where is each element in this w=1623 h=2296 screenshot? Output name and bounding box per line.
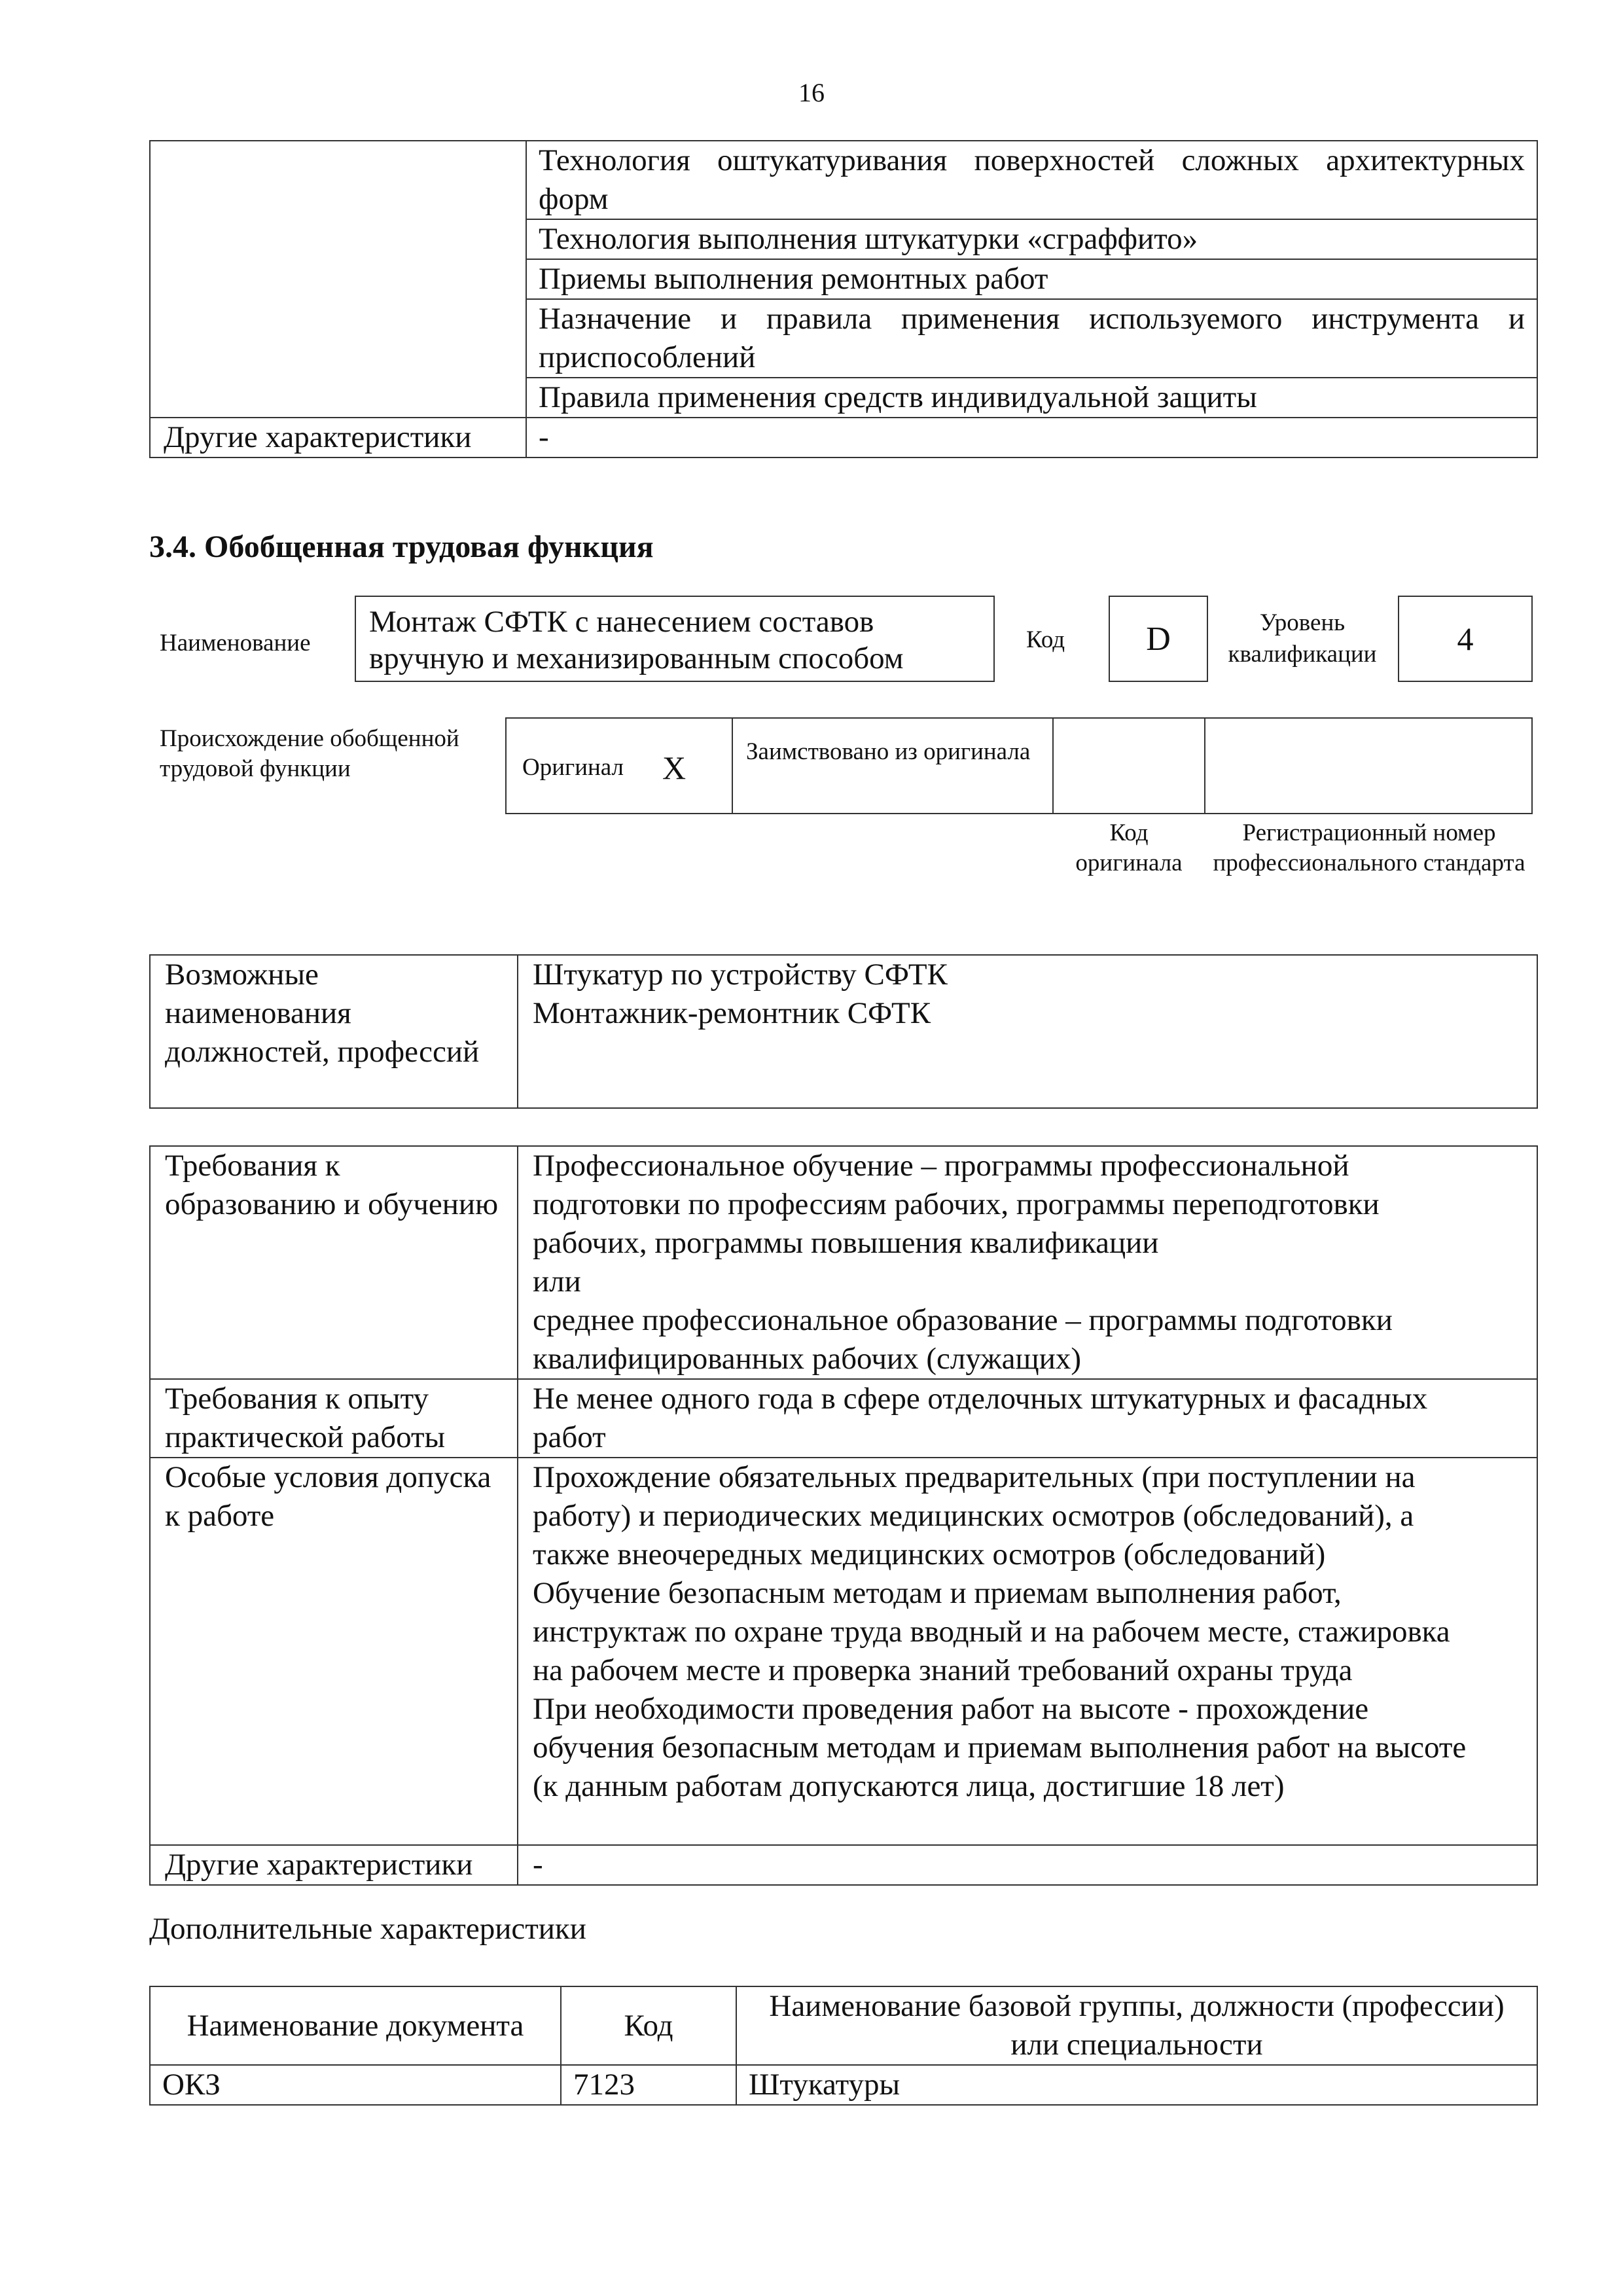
code-box: D <box>1109 596 1208 682</box>
requirement-value <box>518 1458 1537 1845</box>
requirement-label: Требования к образованию и обучению <box>150 1146 518 1379</box>
original-code-cell <box>1052 717 1205 814</box>
requirement-line: или <box>533 1265 581 1299</box>
extra-cell: ОКЗ <box>150 2065 561 2105</box>
extra-header: Код <box>561 1986 736 2065</box>
knowledge-row: Технология выполнения штукатурки «сграффито» <box>526 219 1537 259</box>
positions-label: Возможные наименования должностей, профессий <box>150 955 518 1108</box>
other-characteristics-label: Другие характеристики <box>150 418 526 457</box>
requirement-line: Обучение безопасным методам и приемам выполнения работ, <box>533 1576 1342 1610</box>
requirement-line: работ <box>533 1420 606 1454</box>
requirement-value <box>518 1146 1537 1379</box>
requirement-line: Не менее одного года в сфере отделочных штукатурных и фасадных <box>533 1382 1428 1416</box>
section-heading: 3.4. Обобщенная трудовая функция <box>149 529 654 564</box>
requirement-line: подготовки по профессиям рабочих, программы переподготовки <box>533 1187 1380 1221</box>
page-number: 16 <box>798 78 825 107</box>
original-cell <box>505 717 733 814</box>
level-label: Уровень квалификации <box>1228 609 1377 668</box>
code-label: Код <box>1026 626 1065 653</box>
position-item: Монтажник-ремонтник СФТК <box>533 996 931 1030</box>
knowledge-table <box>149 140 1538 458</box>
original-code-caption: Код оригинала <box>1075 819 1183 876</box>
requirement-line: также внеочередных медицинских осмотров (обследований) <box>533 1537 1326 1571</box>
knowledge-row: Правила применения средств индивидуальной защиты <box>526 378 1537 418</box>
extra-header: Наименование документа <box>150 1986 561 2065</box>
borrowed-cell <box>732 717 1054 814</box>
original-label: Оригинал <box>522 754 624 781</box>
extra-characteristics-title: Дополнительные характеристики <box>149 1912 586 1946</box>
requirement-label: Другие характеристики <box>150 1845 518 1885</box>
level-box: 4 <box>1398 596 1533 682</box>
registration-number-cell <box>1204 717 1533 814</box>
requirement-label: Особые условия допуска к работе <box>150 1458 518 1845</box>
requirement-line: работу) и периодических медицинских осмотров (обследований), а <box>533 1499 1414 1533</box>
name-label: Наименование <box>160 630 311 656</box>
requirement-line: квалифицированных рабочих (служащих) <box>533 1342 1082 1376</box>
positions-table <box>149 954 1538 1109</box>
requirement-line: рабочих, программы повышения квалификации <box>533 1226 1159 1260</box>
requirement-label: Требования к опыту практической работы <box>150 1379 518 1458</box>
knowledge-row: Технология оштукатуривания поверхностей сложных архитектурных форм <box>526 141 1537 219</box>
requirements-table <box>149 1145 1538 1886</box>
knowledge-label-cell <box>150 141 526 418</box>
requirement-line: При необходимости проведения работ на высоте - прохождение <box>533 1692 1369 1726</box>
borrowed-label: Заимствовано из оригинала <box>746 738 1031 765</box>
origin-label: Происхождение обобщенной трудовой функции <box>160 725 459 782</box>
original-mark: X <box>662 749 687 786</box>
requirement-value <box>518 1845 1537 1885</box>
extra-cell: Штукатуры <box>736 2065 1537 2105</box>
requirement-line: обучения безопасным методам и приемам выполнения работ на высоте <box>533 1731 1467 1765</box>
requirement-line: (к данным работам допускаются лица, достигшие 18 лет) <box>533 1769 1285 1803</box>
extra-characteristics-table <box>149 1986 1538 2106</box>
knowledge-row: Приемы выполнения ремонтных работ <box>526 259 1537 299</box>
requirement-value <box>518 1379 1537 1458</box>
requirement-line: Профессиональное обучение – программы профессиональной <box>533 1149 1349 1183</box>
registration-caption: Регистрационный номер профессионального стандарта <box>1213 819 1525 876</box>
extra-header: Наименование базовой группы, должности (профессии) или специальности <box>736 1986 1537 2065</box>
other-characteristics-value: - <box>526 418 1537 457</box>
knowledge-row: Назначение и правила применения используемого инструмента и приспособлений <box>526 299 1537 378</box>
positions-values <box>518 955 1537 1108</box>
requirement-line: на рабочем месте и проверка знаний требований охраны труда <box>533 1653 1353 1687</box>
requirement-line: Прохождение обязательных предварительных (при поступлении на <box>533 1460 1416 1494</box>
requirement-line: среднее профессиональное образование – программы подготовки <box>533 1303 1393 1337</box>
function-name-box: Монтаж СФТК с нанесением составов вручную и механизированным способом <box>355 596 995 682</box>
extra-cell: 7123 <box>561 2065 736 2105</box>
requirement-line: - <box>533 1848 543 1882</box>
requirement-line: инструктаж по охране труда вводный и на рабочем месте, стажировка <box>533 1615 1450 1649</box>
position-item: Штукатур по устройству СФТК <box>533 958 948 992</box>
